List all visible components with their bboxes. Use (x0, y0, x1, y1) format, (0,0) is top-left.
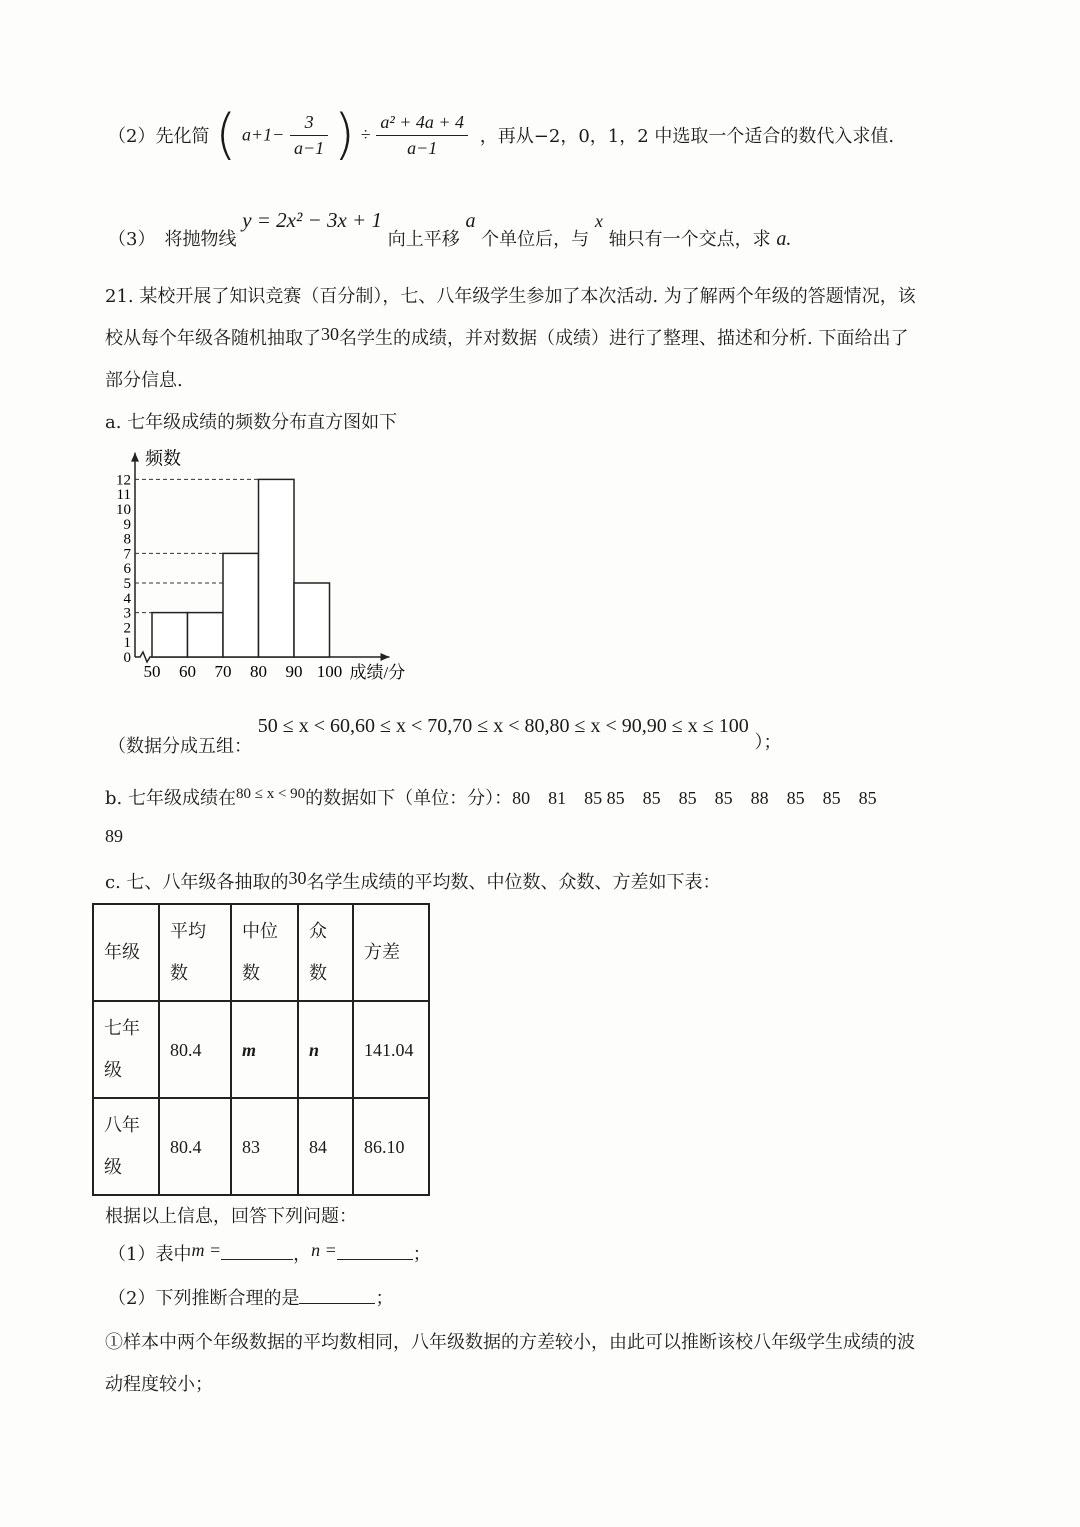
divide-sign: ÷ (360, 124, 371, 145)
blank-m[interactable] (221, 1241, 293, 1260)
x-tick-label: 80 (250, 662, 267, 681)
frac2-numerator: a² + 4a + 4 (376, 112, 468, 136)
groups-post: ）； (754, 732, 782, 753)
row1-median: m (231, 1001, 298, 1098)
y-tick-label: 12 (116, 472, 131, 489)
y-tick-label: 1 (123, 635, 131, 652)
q20-part2 (108, 103, 895, 166)
q20-3-label: （3） 将抛物线 (108, 229, 237, 250)
sub-question-1 (108, 1240, 431, 1266)
row2-mean: 80.4 (159, 1098, 231, 1195)
histogram-bar (188, 613, 224, 657)
groups-formula: 50 ≤ x < 60,60 ≤ x < 70,70 ≤ x < 80,80 ≤ x < 90,90 ≤ x ≤ 100 (257, 715, 749, 737)
table-row (93, 1001, 429, 1098)
blank-n[interactable] (337, 1241, 413, 1260)
q20-part3 (108, 207, 792, 250)
q21-groups (108, 712, 782, 757)
header-mean: 平均 数 (159, 904, 231, 1001)
option-1-line1: ①样本中两个年级数据的平均数相同，八年级数据的方差较小，由此可以推断该校八年级学生成绩的波 (105, 1332, 915, 1353)
y-tick-label: 0 (123, 650, 131, 666)
fraction-1 (290, 112, 328, 159)
y-tick-label: 6 (123, 561, 131, 578)
histogram-bar (223, 553, 259, 657)
x-tick-label: 50 (143, 662, 161, 681)
sub2-end: ； (375, 1288, 394, 1309)
q21-a-label: a. 七年级成绩的频数分布直方图如下 (105, 412, 398, 433)
y-axis-arrow-icon (131, 453, 139, 462)
c-sample-size: 30 (288, 868, 307, 888)
y-tick-label: 7 (123, 546, 131, 563)
y-tick-label: 2 (123, 620, 131, 637)
sub1-m: m = (191, 1240, 222, 1260)
row1-mean: 80.4 (159, 1001, 231, 1098)
q21-line2-pre: 校从每个年级各随机抽取了 (105, 328, 321, 349)
table-header-row (93, 904, 429, 1001)
header-variance: 方差 (353, 904, 429, 1001)
left-paren: ( (215, 103, 237, 166)
stats-table (92, 903, 430, 1196)
row1-mode: n (298, 1001, 353, 1098)
q20-2-label: （2）先化简 (108, 126, 210, 147)
expr-lead: a+1− (242, 124, 285, 145)
y-tick-label: 9 (123, 516, 131, 533)
b-mid: 的数据如下（单位：分）： (305, 788, 513, 809)
x-tick-label: 90 (285, 662, 303, 681)
end-var-a: a. (776, 228, 792, 250)
row1-variance: 141.04 (353, 1001, 429, 1098)
c-post: 名学生成绩的平均数、中位数、众数、方差如下表： (306, 872, 721, 893)
sub1-pre: （1）表中 (108, 1244, 192, 1265)
histogram-chart (95, 440, 435, 690)
x-tick-label: 60 (179, 662, 196, 681)
q21-b (105, 784, 877, 810)
b-pre: b. 七年级成绩在 (105, 788, 236, 809)
x-tick-label: 100 (316, 662, 343, 681)
row2-grade: 八年 级 (93, 1098, 159, 1195)
q20-3-tail: 轴只有一个交点，求 (608, 229, 771, 250)
parabola-formula: y = 2x² − 3x + 1 (242, 208, 382, 232)
row2-variance: 86.10 (353, 1098, 429, 1195)
right-paren: ) (333, 103, 355, 166)
fraction-2 (376, 112, 468, 159)
header-mode: 众 数 (298, 904, 353, 1001)
answer-intro: 根据以上信息，回答下列问题： (105, 1206, 357, 1227)
q21-line1: 21. 某校开展了知识竞赛（百分制），七、八年级学生参加了本次活动. 为了解两个年级的答题情况，该 (105, 286, 916, 307)
table-row (93, 1098, 429, 1195)
histogram-bar (294, 583, 330, 657)
q21-c (105, 868, 721, 894)
x-axis-arrow-icon (381, 653, 390, 661)
sub1-comma: ， (293, 1244, 312, 1265)
x-tick-label: 70 (214, 662, 232, 681)
y-axis-label: 频数 (145, 448, 181, 469)
q20-3-mid1: 向上平移 (387, 229, 460, 250)
q20-3-mid2: 个单位后，与 (481, 229, 590, 250)
header-median: 中位 数 (231, 904, 298, 1001)
y-tick-label: 11 (116, 487, 131, 504)
frac1-numerator: 3 (290, 112, 328, 136)
q21-line3: 部分信息. (105, 370, 183, 391)
var-a: a (465, 210, 476, 232)
y-tick-label: 3 (123, 605, 131, 622)
row1-grade: 七年 级 (93, 1001, 159, 1098)
blank-inference[interactable] (299, 1285, 375, 1304)
b-values: 80 81 85 85 85 85 85 88 85 85 85 (512, 788, 877, 808)
x-axis-label: 成绩/分 (349, 663, 406, 682)
sub1-end: ； (412, 1244, 431, 1265)
y-tick-label: 4 (123, 590, 131, 607)
histogram-bar (259, 479, 295, 657)
groups-pre: （数据分成五组： (108, 736, 252, 757)
sub1-n: n = (311, 1240, 337, 1260)
var-x: x (594, 211, 603, 231)
c-pre: c. 七、八年级各抽取的 (105, 872, 289, 893)
row2-median: 83 (231, 1098, 298, 1195)
q21-sample-size: 30 (321, 324, 339, 344)
option-1-line2: 动程度较小； (105, 1374, 213, 1395)
q21-line2 (105, 324, 908, 350)
y-tick-label: 5 (123, 576, 131, 592)
row2-mode: 84 (298, 1098, 353, 1195)
q21-line2-post: 名学生的成绩，并对数据（成绩）进行了整理、描述和分析. 下面给出了 (339, 328, 909, 349)
sub-question-2 (108, 1284, 393, 1310)
histogram-bar (152, 613, 188, 657)
q21-b-last: 89 (105, 826, 123, 846)
frac1-denominator: a−1 (294, 137, 325, 158)
frac2-denominator: a−1 (407, 137, 438, 158)
header-grade: 年级 (93, 904, 159, 1001)
y-tick-label: 10 (116, 502, 131, 518)
q20-2-tail: ，再从−2，0，1，2 中选取一个适合的数代入求值. (479, 126, 895, 147)
b-formula: 80 ≤ x < 90 (235, 786, 306, 802)
sub2-text: （2）下列推断合理的是 (108, 1288, 300, 1309)
y-tick-label: 8 (123, 531, 131, 548)
